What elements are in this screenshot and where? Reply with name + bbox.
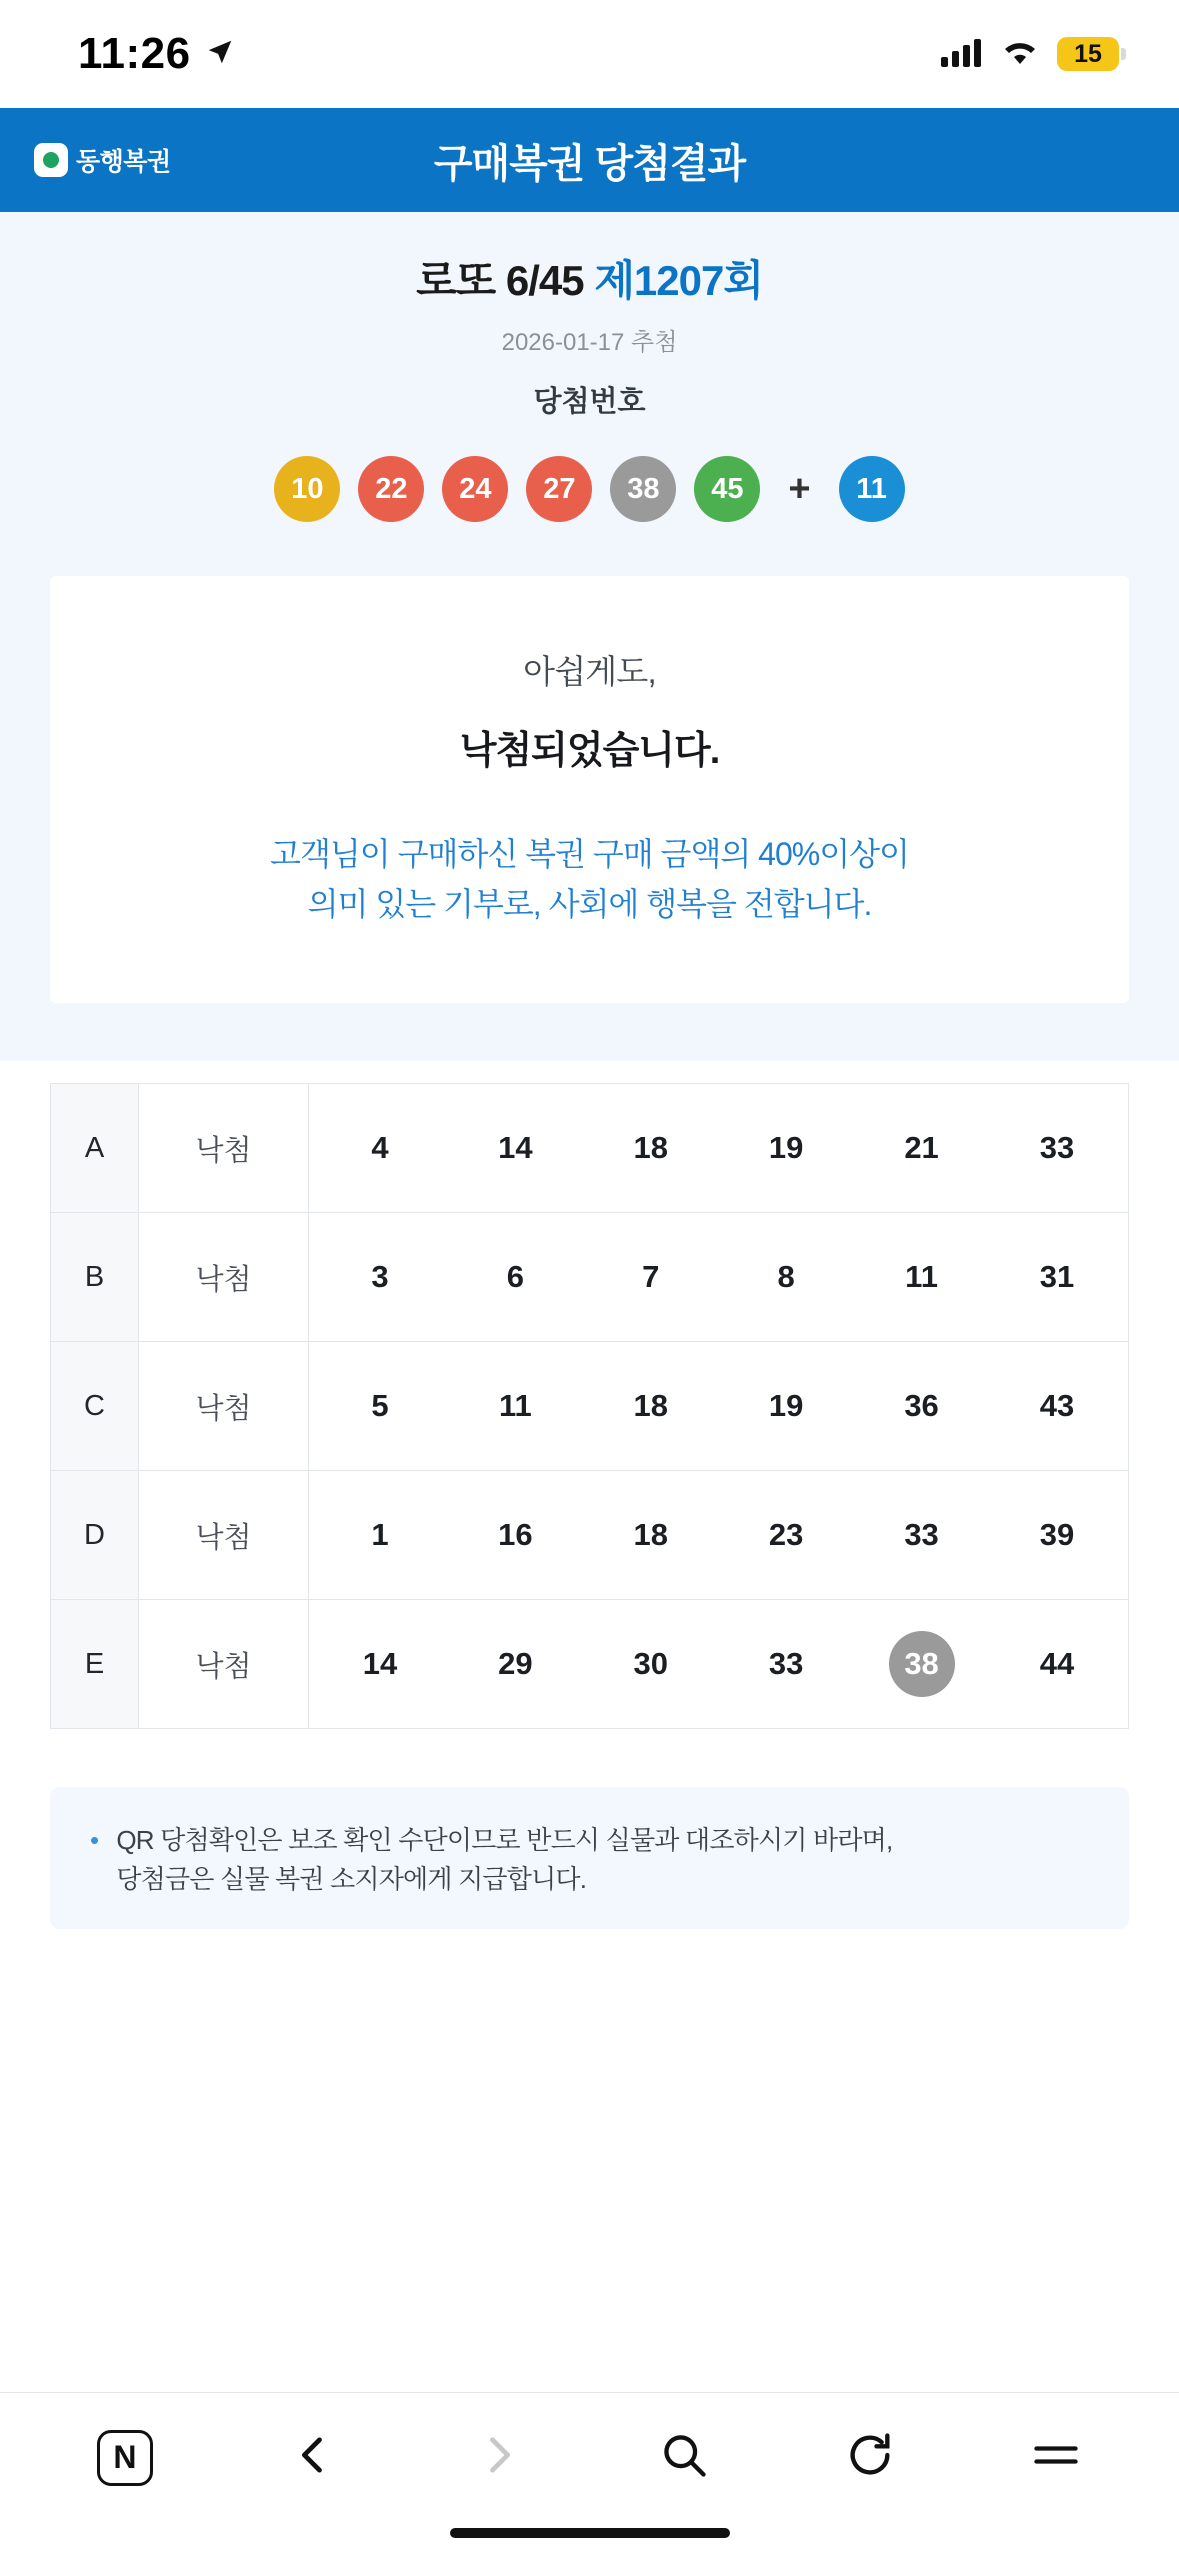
winning-ball: 24: [442, 456, 508, 522]
ticket-number: 18: [633, 1388, 669, 1424]
forward-button: [473, 2429, 525, 2486]
plus-sign: +: [788, 467, 811, 510]
status-bar: [0, 0, 1179, 108]
row-status: 낙첨: [139, 1600, 309, 1729]
table-row: [51, 1471, 1129, 1600]
notice-item: [90, 1821, 1089, 1899]
bullet-icon: •: [90, 1825, 99, 1856]
ticket-number: 18: [633, 1517, 669, 1553]
row-letter: B: [51, 1213, 139, 1342]
ticket-number: 29: [498, 1646, 533, 1682]
back-button[interactable]: [287, 2429, 339, 2486]
row-numbers: [309, 1471, 1129, 1600]
page-title: 구매복권 당첨결과: [433, 141, 746, 186]
draw-date: 2026-01-17 추첨: [501, 329, 678, 356]
notice-line-2: 당첨금은 실물 복권 소지자에게 지급합니다.: [116, 1864, 587, 1895]
ticket-number: 19: [768, 1130, 804, 1166]
app-header: [0, 108, 1179, 212]
notice-line-1: QR 당첨확인은 보조 확인 수단이므로 반드시 실물과 대조하시기 바라며,: [116, 1825, 893, 1856]
result-message-wrap: [0, 576, 1179, 1061]
ticket-number: 36: [904, 1388, 939, 1424]
bonus-ball: 11: [839, 456, 905, 522]
row-letter: C: [51, 1342, 139, 1471]
game-round-heading: [0, 248, 1179, 308]
ticket-number: 39: [1039, 1517, 1075, 1553]
table-row: [51, 1213, 1129, 1342]
menu-icon[interactable]: [1030, 2429, 1082, 2486]
ticket-number: 7: [642, 1259, 660, 1295]
browser-toolbar: [0, 2392, 1179, 2556]
winning-ball: 27: [526, 456, 592, 522]
ticket-table-wrap: [0, 1061, 1179, 1729]
ticket-number: 16: [498, 1517, 533, 1553]
cellular-bars-icon: [941, 37, 983, 72]
table-row: [51, 1084, 1129, 1213]
result-message-card: [50, 576, 1129, 1003]
row-letter: E: [51, 1600, 139, 1729]
row-numbers: [309, 1213, 1129, 1342]
battery-level: 15: [1074, 39, 1102, 68]
donation-line-2: 의미 있는 기부로, 사회에 행복을 전합니다.: [307, 885, 872, 922]
ticket-number: 33: [904, 1517, 939, 1553]
result-message-main: 낙첨되었습니다.: [459, 730, 720, 772]
status-bar-left: [78, 29, 235, 79]
ticket-number: 43: [1039, 1388, 1075, 1424]
table-row: [51, 1342, 1129, 1471]
ticket-number: 8: [777, 1259, 795, 1295]
ticket-number-matched: 38: [889, 1631, 955, 1697]
ticket-number: 11: [499, 1388, 532, 1424]
row-status: 낙첨: [139, 1213, 309, 1342]
ticket-number: 11: [905, 1259, 938, 1295]
lottery-logo-icon: [34, 143, 68, 177]
row-numbers: [309, 1600, 1129, 1729]
winning-ball: 10: [274, 456, 340, 522]
ticket-number: 4: [371, 1130, 389, 1166]
ticket-number: 30: [633, 1646, 669, 1682]
reload-icon[interactable]: [844, 2429, 896, 2486]
ticket-number: 19: [768, 1388, 804, 1424]
location-arrow-icon: [205, 37, 235, 72]
row-numbers: [309, 1084, 1129, 1213]
ticket-number: 33: [768, 1646, 804, 1682]
notice-box: [50, 1787, 1129, 1929]
row-letter: A: [51, 1084, 139, 1213]
ticket-number: 31: [1039, 1259, 1075, 1295]
naver-home-button[interactable]: N: [97, 2430, 153, 2486]
row-status: 낙첨: [139, 1471, 309, 1600]
round-number: 제1207회: [594, 257, 763, 304]
table-row: [51, 1600, 1129, 1729]
wifi-icon: [999, 37, 1041, 72]
ticket-number: 14: [498, 1130, 533, 1166]
winning-numbers-row: [0, 456, 1179, 576]
ticket-number: 21: [904, 1130, 939, 1166]
winning-ball: 38: [610, 456, 676, 522]
donation-line-1: 고객님이 구매하신 복권 구매 금액의 40%이상이: [270, 836, 909, 872]
brand-logo[interactable]: [34, 142, 171, 178]
row-letter: D: [51, 1471, 139, 1600]
status-bar-right: [941, 37, 1119, 72]
row-numbers: [309, 1342, 1129, 1471]
ticket-number: 33: [1039, 1130, 1075, 1166]
brand-name: 동행복권: [76, 148, 171, 176]
ticket-number: 18: [633, 1130, 669, 1166]
winning-ball: 22: [358, 456, 424, 522]
ticket-number: 44: [1039, 1646, 1075, 1682]
row-status: 낙첨: [139, 1084, 309, 1213]
notice-text: [116, 1821, 892, 1899]
draw-result-section: [0, 212, 1179, 576]
battery-indicator: [1057, 37, 1119, 71]
status-time: 11:26: [78, 29, 191, 78]
winning-numbers-label: 당첨번호: [533, 386, 646, 418]
home-indicator: [450, 2528, 730, 2538]
winning-ball: 45: [694, 456, 760, 522]
ticket-number: 3: [371, 1259, 389, 1295]
row-status: 낙첨: [139, 1342, 309, 1471]
donation-message: [90, 830, 1089, 929]
ticket-number: 23: [768, 1517, 804, 1553]
ticket-number: 14: [362, 1646, 398, 1682]
result-message-sub: 아쉽게도,: [523, 653, 656, 690]
search-icon[interactable]: [658, 2429, 710, 2486]
ticket-number: 6: [506, 1259, 525, 1295]
ticket-number: 1: [371, 1517, 389, 1553]
ticket-table: [50, 1083, 1129, 1729]
game-title: 로또 6/45: [416, 257, 595, 304]
ticket-number: 5: [371, 1388, 389, 1424]
